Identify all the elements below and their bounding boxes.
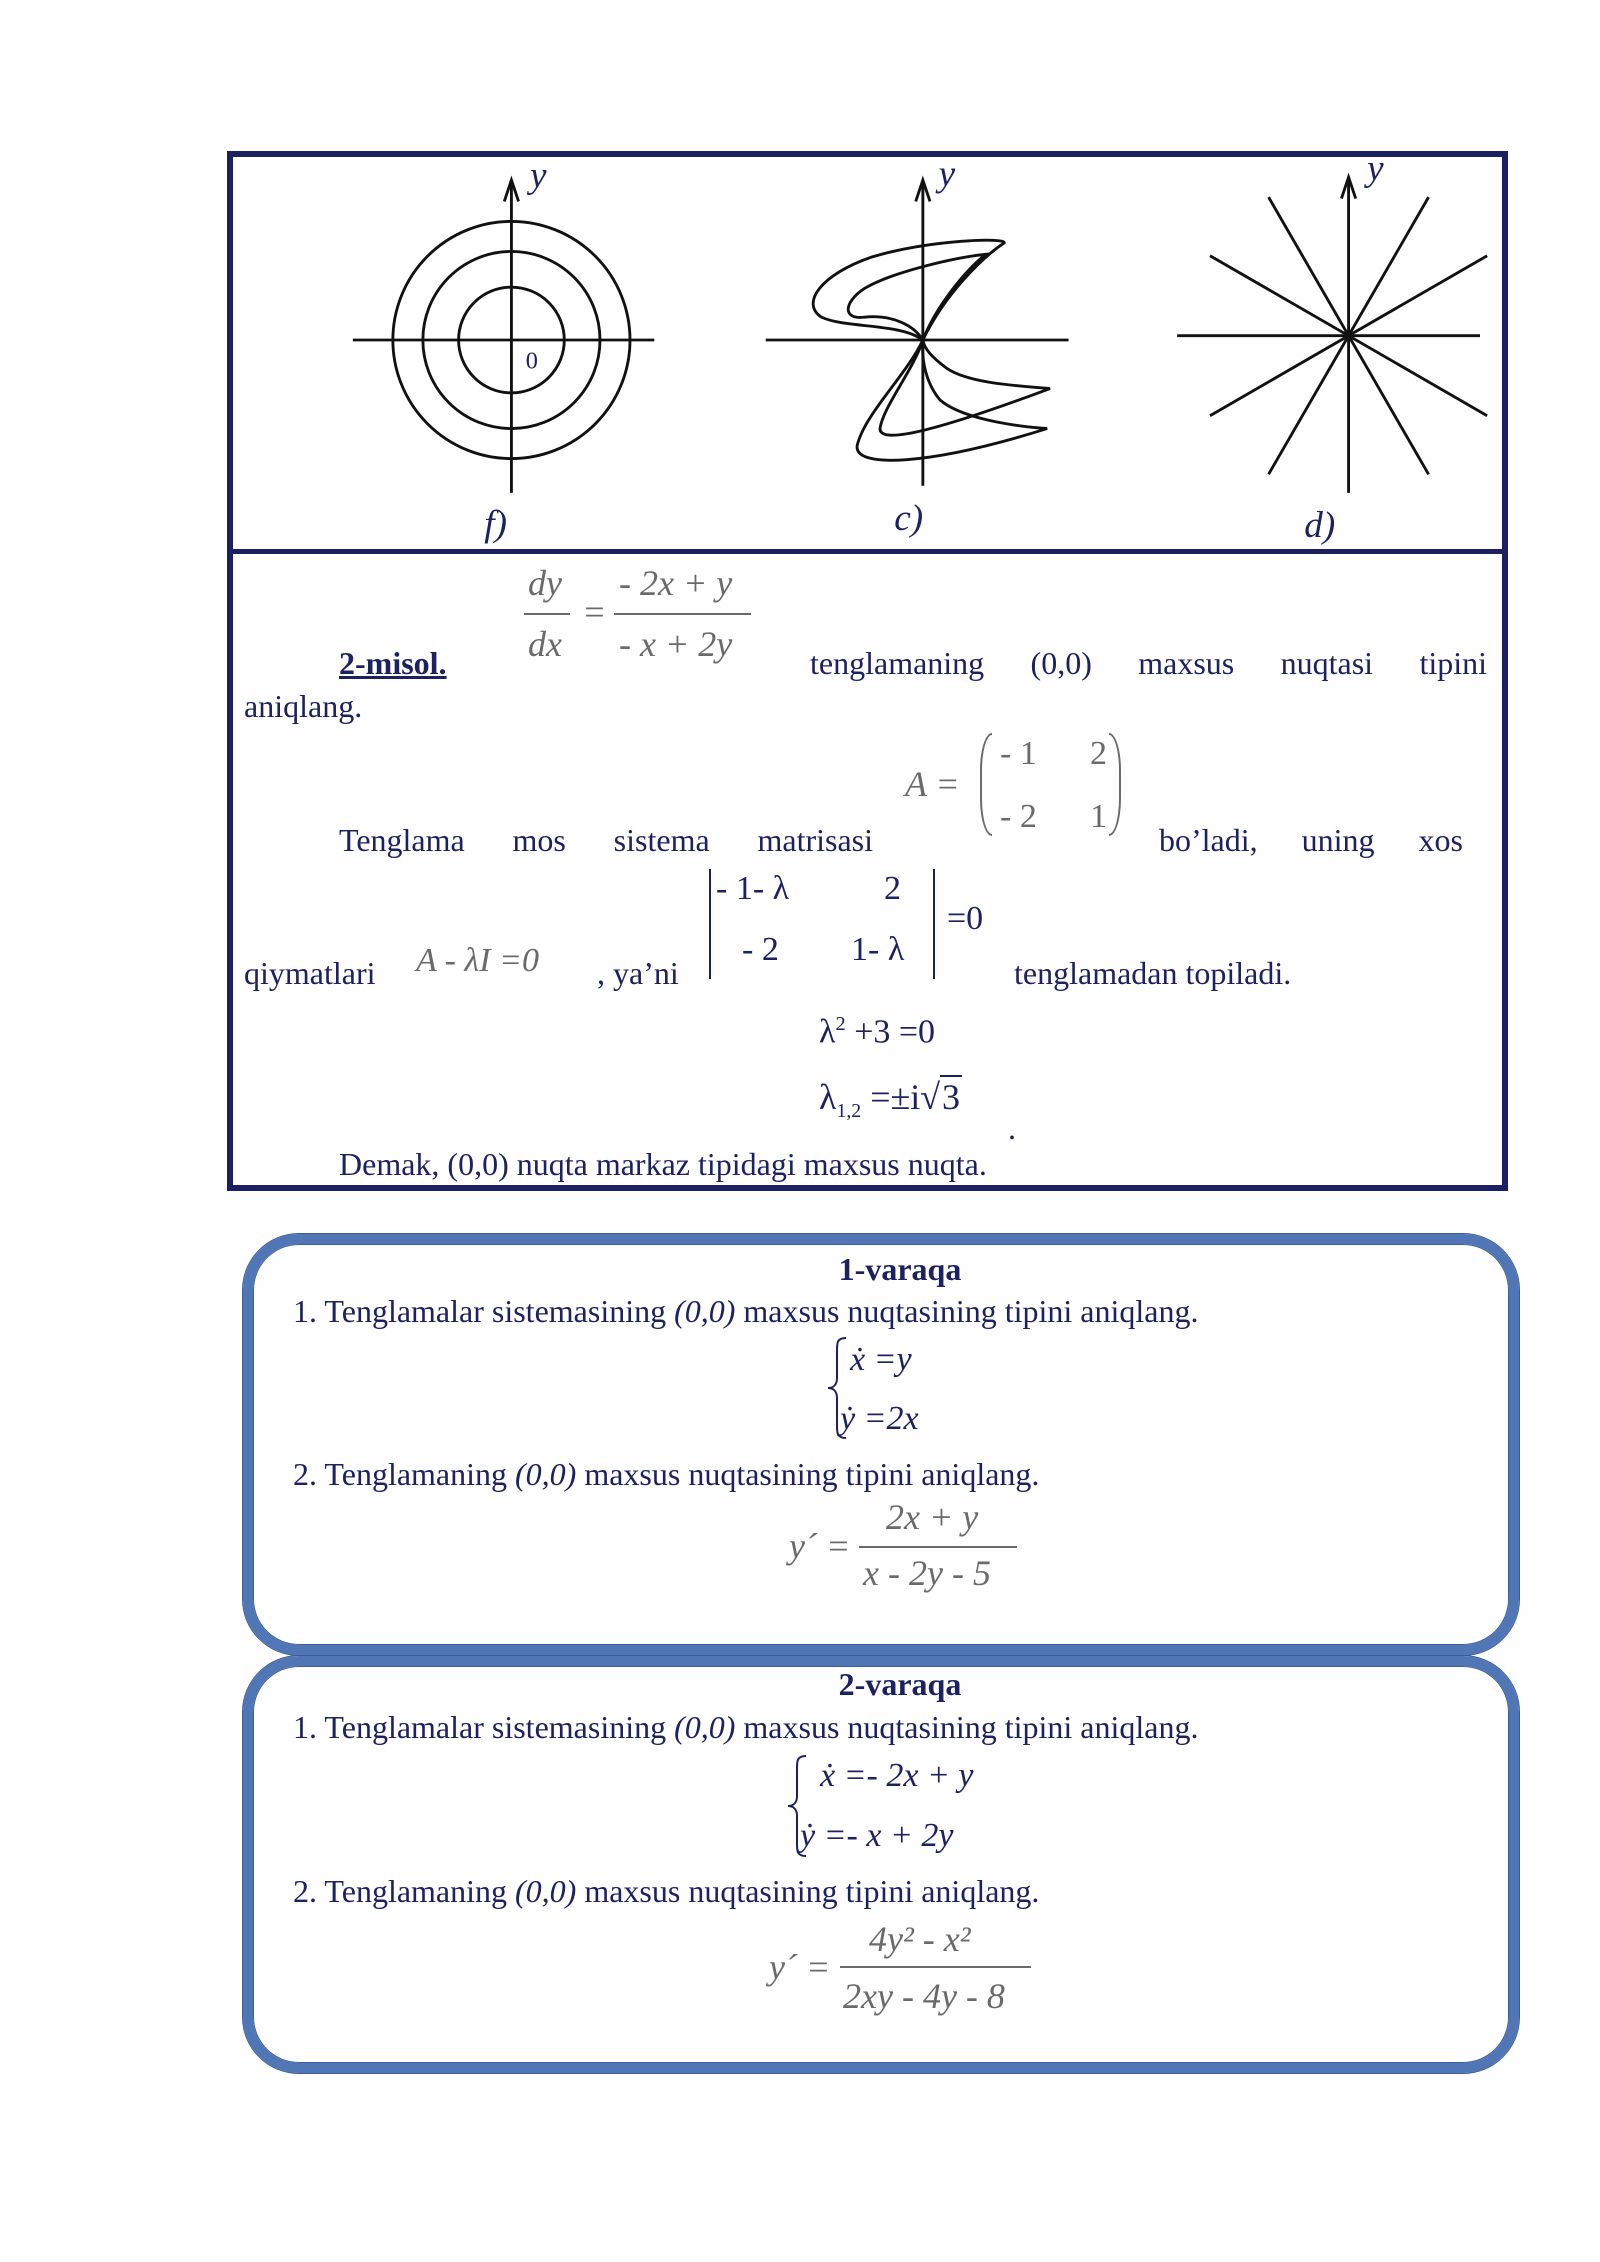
diagram-c	[766, 154, 1069, 539]
determinant-left-bar	[709, 869, 711, 979]
diagram-caption: f)	[484, 503, 507, 545]
eigen-outro: tenglamadan topiladi.	[1014, 955, 1292, 991]
system-equation: ẏ =2x	[840, 1400, 919, 1437]
card-question-1	[293, 1707, 1198, 1747]
determinant-right-bar	[933, 869, 935, 979]
card-question-2	[293, 1871, 1039, 1911]
lambda-symbol: λ	[819, 1013, 836, 1051]
determinant-rhs: =0	[947, 900, 984, 937]
formula-lhs: y´ =	[769, 1947, 831, 1987]
y-axis-label: y	[938, 153, 956, 195]
exponent: 2	[835, 1013, 846, 1035]
question-point: (0,0)	[674, 1709, 736, 1745]
matrix-intro: Tenglama mos sistema matrisasi	[339, 822, 873, 858]
origin-label: 0	[525, 347, 538, 375]
ode-rhs-numerator: - 2x + y	[619, 563, 733, 603]
determinant-cell: - 2	[742, 931, 779, 968]
roots-equation	[819, 1077, 962, 1131]
ode-rhs-denominator: - x + 2y	[619, 624, 733, 664]
ode-rhs-fraction-bar	[614, 613, 751, 615]
conclusion: Demak, (0,0) nuqta markaz tipidagi maxsus nuqta.	[339, 1146, 987, 1182]
question-suffix: maxsus nuqtasining tipini aniqlang.	[743, 1293, 1199, 1329]
diagram-caption: d)	[1304, 505, 1336, 547]
question-suffix: maxsus nuqtasining tipini aniqlang.	[584, 1456, 1040, 1492]
eigen-mid: , ya’ni	[597, 955, 679, 991]
system-equation: ẏ =- x + 2y	[800, 1817, 954, 1854]
phase-portraits	[0, 0, 1600, 560]
question-point: (0,0)	[515, 1456, 577, 1492]
question-prefix: 1. Tenglamalar sistemasining	[293, 1293, 667, 1329]
matrix-outro: bo’ladi, uning xos	[1159, 822, 1463, 858]
ode-lhs-denominator: dx	[528, 624, 562, 664]
example-title: 2-misol.	[339, 645, 447, 681]
ode-equals-sign: =	[582, 592, 607, 632]
formula-numerator: 4y² - x²	[869, 1919, 971, 1959]
eigen-equation: A - λI =0	[416, 942, 539, 979]
equation-rest: +3 =0	[854, 1013, 936, 1051]
question-suffix: maxsus nuqtasining tipini aniqlang.	[584, 1873, 1040, 1909]
matrix-cell: 2	[1090, 735, 1107, 772]
formula-fraction-bar	[859, 1546, 1017, 1548]
lambda-symbol: λ	[819, 1077, 837, 1117]
y-axis-label: y	[530, 155, 547, 197]
system-equation: ẋ =- 2x + y	[820, 1757, 974, 1794]
determinant-cell: 1- λ	[851, 931, 905, 968]
formula-denominator: 2xy - 4y - 8	[843, 1976, 1005, 2016]
card-title: 1-varaqa	[838, 1251, 962, 1287]
question-prefix: 1. Tenglamalar sistemasining	[293, 1709, 667, 1745]
question-point: (0,0)	[674, 1293, 736, 1329]
formula-lhs: y´ =	[789, 1526, 851, 1566]
formula-denominator: x - 2y - 5	[863, 1553, 991, 1593]
characteristic-equation	[819, 1004, 935, 1052]
diagram-d	[1177, 148, 1487, 546]
roots-value: =±i	[870, 1077, 921, 1117]
eigen-intro: qiymatlari	[244, 955, 376, 991]
radicand: 3	[942, 1077, 961, 1117]
root-index: 1,2	[836, 1100, 862, 1123]
question-prefix: 2. Tenglamaning	[293, 1873, 508, 1909]
matrix-name: A =	[905, 764, 960, 804]
roots-period: .	[1008, 1110, 1016, 1146]
formula-fraction-bar	[840, 1966, 1031, 1968]
matrix-cell: 1	[1090, 798, 1107, 835]
task-text: tenglamaning (0,0) maxsus nuqtasi tipini	[810, 645, 1487, 681]
system-equation: ẋ =y	[850, 1341, 912, 1378]
card-question-1	[293, 1291, 1198, 1331]
matrix-left-paren	[980, 733, 992, 836]
diagram-f	[353, 155, 654, 545]
matrix-cell: - 2	[1000, 798, 1037, 835]
diagram-caption: c)	[894, 498, 924, 539]
sqrt-sign: √	[920, 1077, 941, 1117]
card-question-2	[293, 1454, 1039, 1494]
formula-numerator: 2x + y	[886, 1497, 979, 1537]
ode-lhs-numerator: dy	[528, 563, 562, 603]
question-prefix: 2. Tenglamaning	[293, 1456, 508, 1492]
task-text-end: aniqlang.	[244, 688, 363, 724]
matrix-cell: - 1	[1000, 735, 1037, 772]
determinant-cell: - 1- λ	[716, 870, 790, 907]
card-title: 2-varaqa	[838, 1666, 962, 1702]
question-suffix: maxsus nuqtasining tipini aniqlang.	[743, 1709, 1199, 1745]
y-axis-label: y	[1367, 148, 1384, 189]
ode-lhs-fraction-bar	[524, 613, 570, 615]
trajectory-lower-inner	[880, 340, 1050, 435]
determinant-cell: 2	[884, 870, 901, 907]
question-point: (0,0)	[515, 1873, 577, 1909]
